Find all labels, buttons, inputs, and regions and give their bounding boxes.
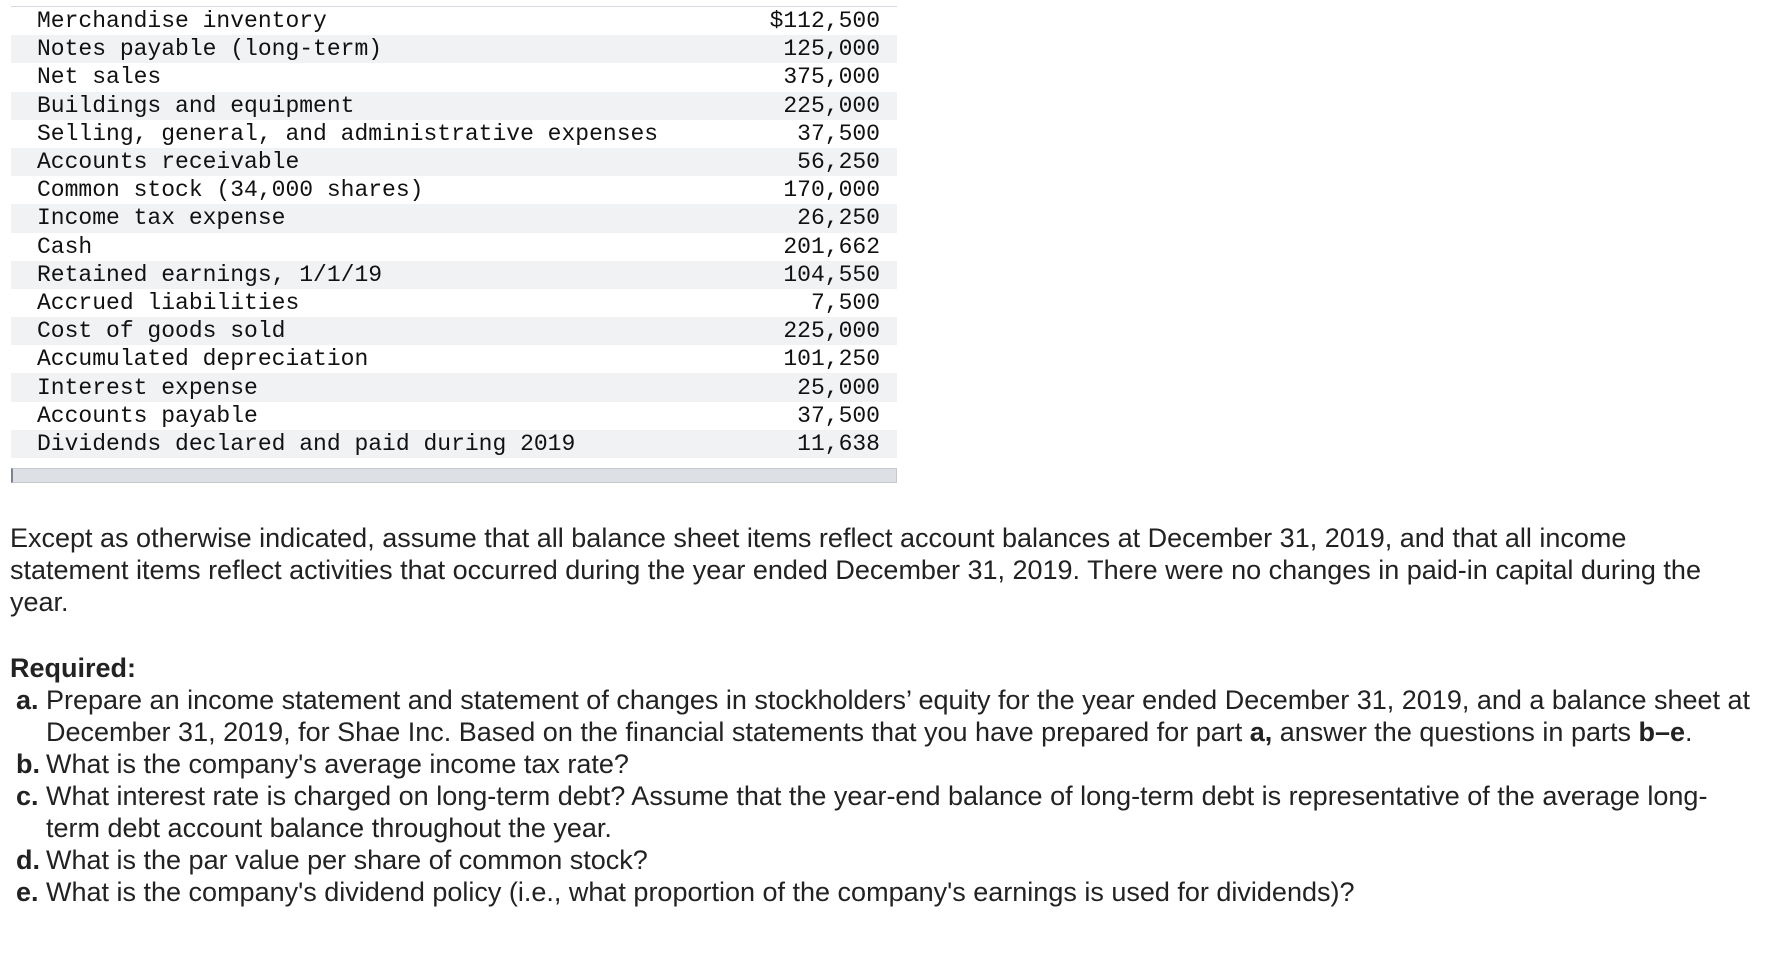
account-amount: $112,500 [769, 8, 880, 35]
requirement-letter: c. [16, 781, 39, 811]
requirements-list [16, 684, 1756, 908]
table-row [11, 63, 897, 91]
table-row [11, 35, 897, 63]
account-amount: 125,000 [783, 36, 880, 63]
account-balances-table [11, 6, 897, 458]
account-name: Buildings and equipment [37, 92, 355, 119]
requirement-text: What is the par value per share of common stock? [46, 845, 648, 875]
requirement-letter: a. [16, 685, 39, 715]
requirement-item [16, 748, 1756, 780]
account-name: Income tax expense [37, 205, 286, 232]
requirement-letter: d. [16, 845, 40, 875]
account-amount: 170,000 [783, 177, 880, 204]
account-amount: 56,250 [797, 149, 880, 176]
requirement-item [16, 684, 1756, 748]
table-row [11, 120, 897, 148]
account-name: Common stock (34,000 shares) [37, 177, 424, 204]
account-amount: 101,250 [783, 346, 880, 373]
account-amount: 26,250 [797, 205, 880, 232]
requirement-text: What is the company's dividend policy (i.e., what proportion of the company's earnings is used for dividends)? [46, 877, 1355, 907]
account-amount: 11,638 [797, 430, 880, 457]
table-row [11, 430, 897, 458]
intro-paragraph: Except as otherwise indicated, assume that all balance sheet items reflect account balances at December 31, 2019, and that all income statement items reflect activities that occurred during the year ended December 31, 2019. There were no changes in paid-in capital during the year. [10, 523, 1701, 617]
account-name: Notes payable (long-term) [37, 36, 383, 63]
account-amount: 225,000 [783, 318, 880, 345]
account-name: Net sales [37, 64, 162, 91]
requirement-emphasis: b–e [1638, 717, 1685, 747]
account-amount: 201,662 [783, 233, 880, 260]
requirement-letter: e. [16, 877, 39, 907]
table-row [11, 7, 897, 35]
requirement-text: What interest rate is charged on long-term debt? Assume that the year-end balance of long-term debt is representative of the average long-term debt account balance throughout the year. [46, 781, 1708, 843]
account-amount: 225,000 [783, 92, 880, 119]
table-row [11, 402, 897, 430]
table-row [11, 148, 897, 176]
account-name: Cash [37, 233, 93, 260]
table-row [11, 92, 897, 120]
requirement-item [16, 780, 1756, 844]
account-amount: 7,500 [810, 289, 880, 316]
account-amount: 375,000 [783, 64, 880, 91]
account-name: Dividends declared and paid during 2019 [37, 430, 576, 457]
table-row [11, 289, 897, 317]
table-row [11, 345, 897, 373]
account-name: Accrued liabilities [37, 289, 300, 316]
table-row [11, 176, 897, 204]
requirement-emphasis: a, [1249, 717, 1273, 747]
account-name: Interest expense [37, 374, 258, 401]
account-name: Cost of goods sold [37, 318, 286, 345]
account-amount: 37,500 [797, 120, 880, 147]
table-row [11, 317, 897, 345]
table-row [11, 204, 897, 232]
required-heading: Required: [10, 653, 137, 683]
horizontal-scrollbar[interactable] [11, 468, 897, 483]
table-row [11, 233, 897, 261]
table-row [11, 373, 897, 401]
requirement-text: Prepare an income statement and statement of changes in stockholders’ equity for the year ended December 31, 2019, and a balance sheet at December 31, 2019, for Shae Inc. Based on the financial statements that you have prepared for part [46, 685, 1751, 747]
account-amount: 104,550 [783, 261, 880, 288]
requirement-letter: b. [16, 749, 40, 779]
requirement-item [16, 844, 1756, 876]
account-name: Selling, general, and administrative expenses [37, 120, 659, 147]
account-amount: 25,000 [797, 374, 880, 401]
requirement-text: answer the questions in parts [1272, 717, 1639, 747]
requirement-item [16, 876, 1756, 908]
requirement-text: . [1685, 717, 1693, 747]
account-name: Merchandise inventory [37, 8, 327, 35]
table-row [11, 261, 897, 289]
account-name: Retained earnings, 1/1/19 [37, 261, 383, 288]
requirement-text: What is the company's average income tax rate? [46, 749, 629, 779]
account-name: Accumulated depreciation [37, 346, 369, 373]
account-amount: 37,500 [797, 402, 880, 429]
account-name: Accounts receivable [37, 149, 300, 176]
account-name: Accounts payable [37, 402, 258, 429]
